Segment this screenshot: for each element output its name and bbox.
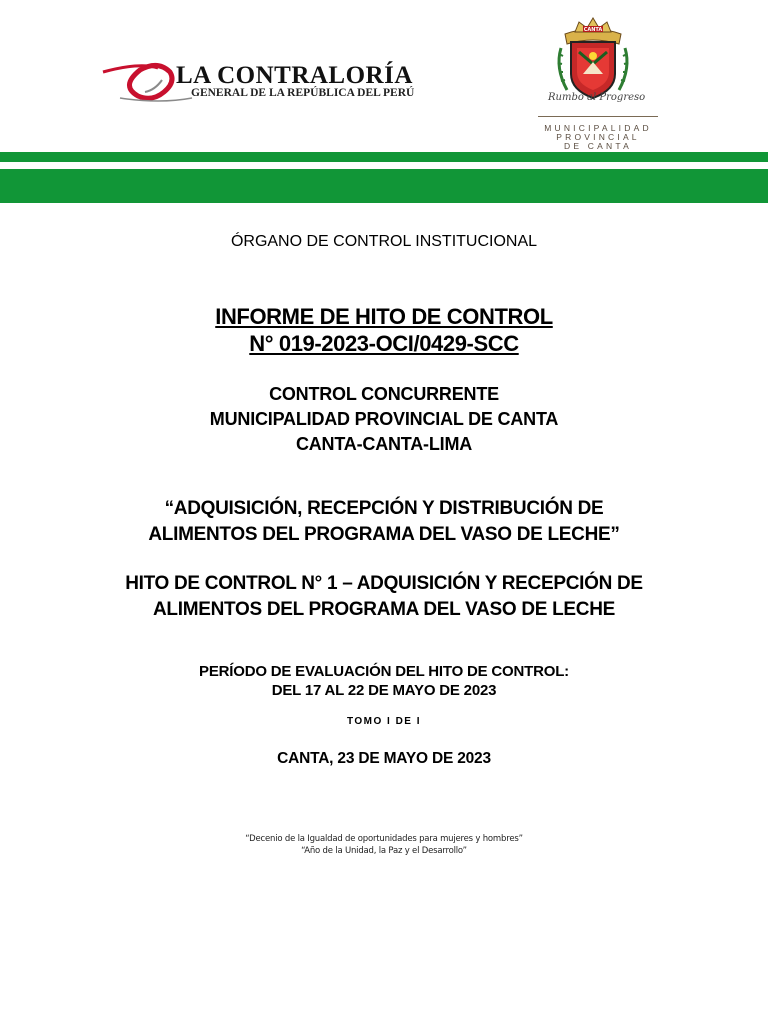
subject-line-2: ALIMENTOS DEL PROGRAMA DEL VASO DE LECHE”: [148, 524, 620, 545]
crest-motto: Rumbo al Progreso: [548, 92, 646, 103]
municipality-line-2: PROVINCIAL: [556, 132, 640, 142]
place-date: CANTA, 23 DE MAYO DE 2023: [277, 750, 491, 767]
report-title-line-2: N° 019-2023-OCI/0429-SCC: [249, 331, 519, 356]
report-title-line-1: INFORME DE HITO DE CONTROL: [215, 304, 553, 329]
control-type: CONTROL CONCURRENTE: [269, 384, 499, 404]
green-band-thin: [0, 152, 768, 162]
period-line-1: PERÍODO DE EVALUACIÓN DEL HITO DE CONTROL:: [199, 663, 569, 680]
municipality-line-1: MUNICIPALIDAD: [544, 123, 652, 133]
subject-line-1: “ADQUISICIÓN, RECEPCIÓN Y DISTRIBUCIÓN DE: [164, 498, 604, 519]
municipality-rule: [538, 116, 658, 117]
year-motto: “Año de la Unidad, la Paz y el Desarrollo”: [301, 846, 467, 856]
municipality-line-3: DE CANTA: [564, 141, 632, 151]
milestone-line-2: ALIMENTOS DEL PROGRAMA DEL VASO DE LECHE: [153, 599, 615, 620]
period-line-2: DEL 17 AL 22 DE MAYO DE 2023: [271, 682, 497, 699]
entity-name: MUNICIPALIDAD PROVINCIAL DE CANTA: [209, 409, 559, 429]
contraloria-subtitle: GENERAL DE LA REPÚBLICA DEL PERÚ: [191, 87, 415, 99]
decade-motto: “Decenio de la Igualdad de oportunidades para mujeres y hombres”: [245, 834, 523, 844]
milestone-line-1: HITO DE CONTROL N° 1 – ADQUISICIÓN Y RECEPCIÓN DE: [125, 573, 643, 594]
crest-banner-text: CANTA: [583, 27, 603, 33]
organ-heading: ÓRGANO DE CONTROL INSTITUCIONAL: [230, 233, 538, 250]
green-band-thick: [0, 169, 768, 203]
volume-label: TOMO I DE I: [346, 716, 422, 727]
entity-location: CANTA-CANTA-LIMA: [295, 434, 473, 454]
contraloria-title: LA CONTRALORÍA: [176, 62, 413, 89]
